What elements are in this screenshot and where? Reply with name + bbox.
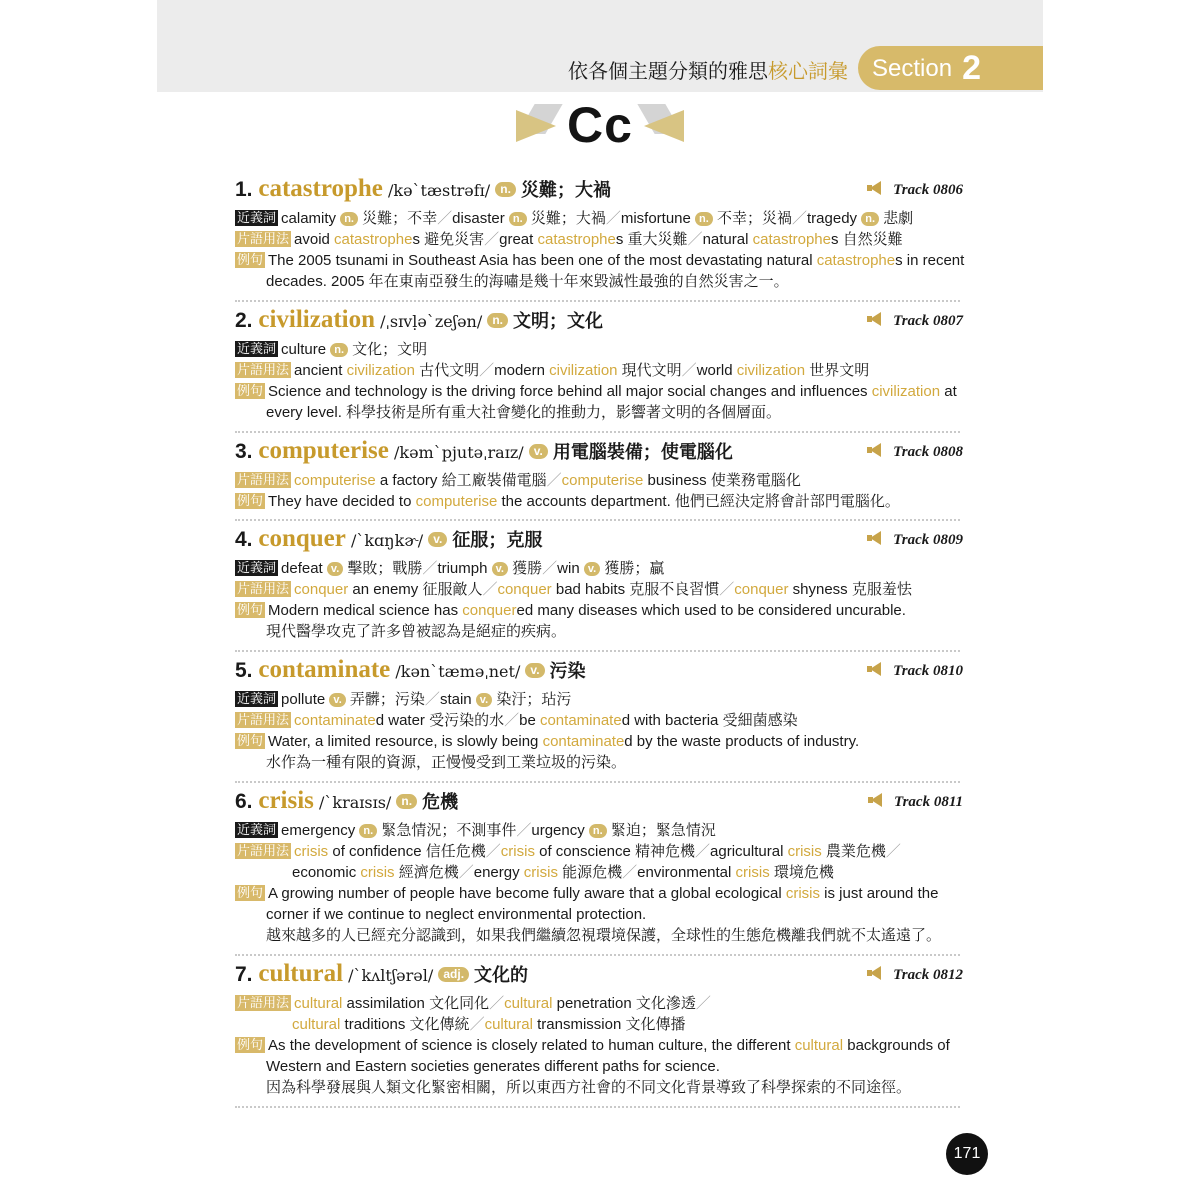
phrase-text: economic <box>292 864 361 881</box>
example-keyword: conquer <box>462 602 517 619</box>
vocab-entry <box>235 437 965 512</box>
synonym-word: calamity <box>281 210 341 227</box>
collocation-row <box>235 710 965 731</box>
example-row <box>235 731 965 752</box>
phrase-text: 環境危機 <box>769 864 834 881</box>
meaning: 文明；文化 <box>508 311 604 331</box>
phonetic: /ˌsɪvḷəˋzeʃən/ <box>375 312 488 331</box>
synonym-tag: 近義詞 <box>237 691 277 706</box>
audio-track <box>867 311 963 332</box>
separator-slash: ／ <box>424 691 440 708</box>
example-text: A growing number of people have become fully aware that a global ecological <box>268 885 786 902</box>
synonym-pos: n. <box>330 343 348 357</box>
example-text: backgrounds of <box>843 1037 950 1054</box>
track-label: Track 0812 <box>893 967 963 983</box>
phrase-text: d water 受污染的水 <box>375 712 505 729</box>
phrase-text: environmental <box>637 864 736 881</box>
separator-slash: ／ <box>437 210 453 227</box>
entry-headword-row <box>235 525 965 558</box>
vocab-entry <box>235 656 965 773</box>
synonym-word: win <box>557 560 584 577</box>
synonym-row <box>235 208 965 229</box>
phrase-keyword: civilization <box>736 362 806 379</box>
phrase-keyword: catastrophe <box>752 231 831 248</box>
collocation-row <box>235 841 965 862</box>
meaning: 文化的 <box>469 965 529 985</box>
vocab-entry <box>235 525 965 642</box>
phrase-text: business 使業務電腦化 <box>643 472 801 489</box>
synonym-pos: v. <box>327 562 343 576</box>
entry-number: 6. <box>235 790 259 813</box>
collocation-row-continued <box>235 1014 965 1035</box>
phrase-text: s 自然災難 <box>831 231 903 248</box>
phrase-keyword: cultural <box>294 995 343 1012</box>
phrase-text: be <box>519 712 540 729</box>
entry-number: 7. <box>235 963 259 986</box>
phrase-text: 經濟危機 <box>394 864 459 881</box>
example-continued: every level. 科學技術是所有重大社會變化的推動力，影響著文明的各個層面。 <box>266 404 782 421</box>
separator-slash: ／ <box>485 843 501 860</box>
entry-headword-row <box>235 787 965 820</box>
phrase-keyword: civilization <box>346 362 415 379</box>
example-text: at <box>940 383 957 400</box>
collocation-row <box>235 360 965 381</box>
meaning: 危機 <box>417 792 459 812</box>
track-label: Track 0806 <box>893 182 963 198</box>
synonym-word: pollute <box>281 691 330 708</box>
collocation-tag: 片語用法 <box>237 472 290 487</box>
synonym-word: defeat <box>281 560 327 577</box>
collocation-tag: 片語用法 <box>237 362 290 377</box>
dotted-divider <box>235 300 960 302</box>
meaning: 災難；大禍 <box>515 180 611 200</box>
example-row <box>235 491 965 512</box>
synonym-word: emergency <box>281 822 360 839</box>
separator-slash: ／ <box>489 995 505 1012</box>
synonym-word: tragedy <box>807 210 862 227</box>
phrase-text: energy <box>473 864 524 881</box>
phrase-text: assimilation 文化同化 <box>342 995 490 1012</box>
synonym-meaning: 災難；不幸 <box>357 210 438 227</box>
part-of-speech: n. <box>487 313 508 328</box>
phrase-text: ancient <box>294 362 347 379</box>
synonym-row <box>235 339 965 360</box>
example-translation: 因為科學發展與人類文化緊密相關，所以東西方社會的不同文化背景導致了科學探索的不同途徑。 <box>266 1079 912 1096</box>
collocation-tag: 片語用法 <box>237 231 290 246</box>
phonetic: /kəmˋpjutəˌraɪz/ <box>388 443 529 462</box>
phonetic: /ˋkɑŋkɚ/ <box>345 531 429 550</box>
vocab-entry <box>235 175 965 292</box>
meaning: 污染 <box>544 661 586 681</box>
collocation-row-continued <box>235 862 965 883</box>
speaker-icon <box>867 443 881 457</box>
example-tag: 例句 <box>237 493 264 508</box>
headword: contaminate <box>258 656 391 683</box>
example-keyword: contaminate <box>542 733 625 750</box>
section-number: 2 <box>962 49 981 87</box>
synonym-word: stain <box>439 691 476 708</box>
phrase-text: traditions 文化傳統 <box>340 1016 470 1033</box>
dotted-divider <box>235 431 960 433</box>
example-continued: decades. 2005 年在東南亞發生的海嘯是幾十年來毀滅性最強的自然災害之一。 <box>266 273 789 290</box>
synonym-meaning: 染汙；玷污 <box>492 691 572 708</box>
phrase-keyword: computerise <box>561 472 644 489</box>
phonetic: /kənˋtæməˌnet/ <box>390 662 526 681</box>
headword: civilization <box>258 306 376 333</box>
headword: computerise <box>258 437 389 464</box>
separator-slash: ／ <box>605 210 621 227</box>
example-text: d by the waste products of industry. <box>624 733 860 750</box>
phrase-keyword: contaminate <box>539 712 622 729</box>
separator-slash: ／ <box>516 822 532 839</box>
separator-slash: ／ <box>542 560 558 577</box>
phrase-text: transmission 文化傳播 <box>532 1016 686 1033</box>
separator-slash: ／ <box>469 1016 485 1033</box>
entry-number: 2. <box>235 309 259 332</box>
phrase-text: an enemy 征服敵人 <box>348 581 483 598</box>
track-label: Track 0808 <box>893 444 963 460</box>
synonym-pos: n. <box>695 212 713 226</box>
example-keyword: catastrophe <box>816 252 896 269</box>
phrase-text: a factory 給工廠裝備電腦 <box>375 472 547 489</box>
headword: catastrophe <box>258 175 383 202</box>
vocab-entry <box>235 787 965 946</box>
collocation-row <box>235 229 965 250</box>
synonym-word: culture <box>281 341 331 358</box>
phrase-text: natural <box>702 231 753 248</box>
phrase-text: d with bacteria 受細菌感染 <box>621 712 798 729</box>
headword: crisis <box>258 787 314 814</box>
running-header <box>568 58 848 86</box>
entry-number: 3. <box>235 440 259 463</box>
example-continued: 現代醫學攻克了許多曾被認為是絕症的疾病。 <box>266 623 567 640</box>
example-text: Science and technology is the driving force behind all major social changes and influences <box>268 383 872 400</box>
collocation-tag: 片語用法 <box>237 843 290 858</box>
track-label: Track 0811 <box>893 794 963 810</box>
synonym-meaning: 獲勝 <box>507 560 543 577</box>
separator-slash: ／ <box>422 560 438 577</box>
audio-track <box>868 792 963 813</box>
example-tag: 例句 <box>237 252 264 267</box>
running-header-main: 依各個主題分類的雅思 <box>568 61 768 83</box>
synonym-pos: n. <box>589 824 607 838</box>
example-tag: 例句 <box>237 885 264 900</box>
separator-slash: ／ <box>792 210 808 227</box>
example-tag: 例句 <box>237 602 264 617</box>
entry-headword-row <box>235 306 965 339</box>
dotted-divider <box>235 650 960 652</box>
paper-plane-right-wing-icon <box>644 110 684 142</box>
example-keyword: cultural <box>794 1037 844 1054</box>
speaker-icon <box>867 531 881 545</box>
example-text: As the development of science is closely related to human culture, the different <box>268 1037 795 1054</box>
phrase-text: 能源危機 <box>557 864 623 881</box>
phrase-text: of confidence 信任危機 <box>328 843 486 860</box>
paper-plane-left-wing-icon <box>516 110 556 142</box>
phrase-keyword: contaminate <box>294 712 376 729</box>
separator-slash: ／ <box>695 843 711 860</box>
synonym-row <box>235 820 965 841</box>
entry-headword-row <box>235 437 965 470</box>
separator-slash: ／ <box>695 995 711 1012</box>
collocation-row <box>235 993 965 1014</box>
synonym-meaning: 緊迫；緊急情況 <box>606 822 716 839</box>
separator-slash: ／ <box>504 712 520 729</box>
synonym-row <box>235 689 965 710</box>
synonym-meaning: 悲劇 <box>879 210 914 227</box>
synonym-pos: n. <box>340 212 358 226</box>
example-text: the accounts department. 他們已經決定將會計部門電腦化。 <box>497 493 900 510</box>
synonym-meaning: 弄髒；污染 <box>345 691 425 708</box>
phrase-keyword: crisis <box>735 864 770 881</box>
synonym-meaning: 文化；文明 <box>348 341 428 358</box>
phrase-text: agricultural <box>710 843 788 860</box>
phrase-keyword: catastrophe <box>537 231 616 248</box>
synonym-pos: v. <box>584 562 600 576</box>
speaker-icon <box>867 662 881 676</box>
example-text: Water, a limited resource, is slowly being <box>268 733 543 750</box>
separator-slash: ／ <box>484 231 500 248</box>
example-text: They have decided to <box>268 493 416 510</box>
example-row <box>235 1035 965 1056</box>
meaning: 征服；克服 <box>447 530 543 550</box>
example-continued: corner if we continue to neglect environmental protection. <box>266 906 647 923</box>
phrase-text: penetration 文化滲透 <box>552 995 696 1012</box>
separator-slash: ／ <box>885 843 901 860</box>
phonetic: /kəˋtæstrəfɪ/ <box>382 181 496 200</box>
phrase-text: 古代文明 <box>414 362 480 379</box>
synonym-word: misfortune <box>620 210 696 227</box>
separator-slash: ／ <box>546 472 562 489</box>
synonym-meaning: 獲勝；贏 <box>600 560 665 577</box>
synonym-pos: v. <box>492 562 508 576</box>
phrase-keyword: crisis <box>294 843 329 860</box>
synonym-pos: v. <box>476 693 492 707</box>
synonym-meaning: 災難；大禍 <box>526 210 606 227</box>
separator-slash: ／ <box>622 864 638 881</box>
synonym-tag: 近義詞 <box>237 341 277 356</box>
vocab-entry <box>235 960 965 1098</box>
phrase-text: bad habits 克服不良習慣 <box>551 581 720 598</box>
synonym-tag: 近義詞 <box>237 210 277 225</box>
example-tag: 例句 <box>237 383 264 398</box>
example-text: is just around the <box>820 885 939 902</box>
collocation-row <box>235 470 965 491</box>
phrase-text: 世界文明 <box>805 362 870 379</box>
synonym-pos: n. <box>861 212 879 226</box>
phrase-text: world <box>696 362 737 379</box>
entry-headword-row <box>235 960 965 993</box>
synonym-meaning: 不幸；災禍 <box>712 210 792 227</box>
phrase-keyword: catastrophe <box>334 231 413 248</box>
entry-headword-row <box>235 656 965 689</box>
phrase-keyword: computerise <box>294 472 376 489</box>
phrase-text: s 避免災害 <box>412 231 485 248</box>
phrase-keyword: conquer <box>734 581 789 598</box>
example-text: s in recent <box>895 252 965 269</box>
part-of-speech: v. <box>428 532 447 547</box>
separator-slash: ／ <box>687 231 703 248</box>
entry-headword-row <box>235 175 965 208</box>
speaker-icon <box>867 181 881 195</box>
example-row <box>235 381 965 402</box>
headword: conquer <box>258 525 346 552</box>
example-keyword: crisis <box>785 885 821 902</box>
phrase-keyword: cultural <box>484 1016 533 1033</box>
audio-track <box>867 965 963 986</box>
example-text: The 2005 tsunami in Southeast Asia has been one of the most devastating natural <box>268 252 817 269</box>
synonym-pos: n. <box>509 212 527 226</box>
section-tab <box>858 46 1043 90</box>
separator-slash: ／ <box>681 362 697 379</box>
separator-slash: ／ <box>479 362 495 379</box>
phrase-keyword: conquer <box>294 581 349 598</box>
track-label: Track 0810 <box>893 663 963 679</box>
synonym-word: disaster <box>452 210 509 227</box>
synonym-word: triumph <box>437 560 492 577</box>
synonym-pos: v. <box>329 693 345 707</box>
example-tag: 例句 <box>237 1037 264 1052</box>
entry-number: 5. <box>235 659 259 682</box>
audio-track <box>867 180 963 201</box>
example-row <box>235 883 965 904</box>
collocation-tag: 片語用法 <box>237 581 290 596</box>
part-of-speech: n. <box>396 794 417 809</box>
phrase-text: 農業危機 <box>821 843 886 860</box>
part-of-speech: adj. <box>438 967 469 982</box>
entry-number: 1. <box>235 178 259 201</box>
synonym-meaning: 緊急情況；不測事件 <box>377 822 517 839</box>
separator-slash: ／ <box>458 864 474 881</box>
audio-track <box>867 661 963 682</box>
synonym-pos: n. <box>359 824 377 838</box>
example-text: Modern medical science has <box>268 602 463 619</box>
dotted-divider <box>235 954 960 956</box>
phrase-text: shyness 克服羞怯 <box>788 581 912 598</box>
letter-heading-text: Cc <box>567 97 633 153</box>
example-tag: 例句 <box>237 733 264 748</box>
synonym-tag: 近義詞 <box>237 822 277 837</box>
example-keyword: civilization <box>871 383 941 400</box>
speaker-icon <box>867 966 881 980</box>
track-label: Track 0807 <box>893 313 963 329</box>
headword: cultural <box>258 960 344 987</box>
speaker-icon <box>868 793 882 807</box>
phrase-text: 現代文明 <box>617 362 682 379</box>
section-label: Section <box>872 55 953 82</box>
example-text: ed many diseases which used to be considered uncurable. <box>516 602 906 619</box>
separator-slash: ／ <box>719 581 735 598</box>
speaker-icon <box>867 312 881 326</box>
audio-track <box>867 442 963 463</box>
separator-slash: ／ <box>482 581 498 598</box>
letter-heading <box>512 97 688 153</box>
page-number: 171 <box>946 1133 988 1175</box>
part-of-speech: v. <box>529 444 548 459</box>
phrase-text: s 重大災難 <box>615 231 688 248</box>
track-label: Track 0809 <box>893 532 963 548</box>
phrase-keyword: crisis <box>500 843 535 860</box>
vocab-entry <box>235 306 965 423</box>
synonym-tag: 近義詞 <box>237 560 277 575</box>
synonym-meaning: 擊敗；戰勝 <box>343 560 423 577</box>
collocation-tag: 片語用法 <box>237 712 290 727</box>
phrase-text: modern <box>494 362 550 379</box>
example-translation: 越來越多的人已經充分認識到，如果我們繼續忽視環境保護，全球性的生態危機離我們就不太遙遠了。 <box>266 927 942 944</box>
part-of-speech: v. <box>525 663 544 678</box>
example-continued: Western and Eastern societies generates different paths for science. <box>266 1058 720 1075</box>
phrase-keyword: crisis <box>360 864 395 881</box>
phrase-text: of conscience 精神危機 <box>534 843 696 860</box>
dotted-divider <box>235 519 960 521</box>
collocation-row <box>235 579 965 600</box>
part-of-speech: n. <box>495 182 516 197</box>
example-keyword: computerise <box>415 493 498 510</box>
phrase-text: avoid <box>294 231 335 248</box>
example-row <box>235 250 965 271</box>
synonym-row <box>235 558 965 579</box>
synonym-word: urgency <box>531 822 589 839</box>
phrase-keyword: civilization <box>549 362 618 379</box>
phrase-keyword: crisis <box>523 864 558 881</box>
running-header-highlight: 核心詞彙 <box>768 61 848 83</box>
phrase-text: great <box>499 231 538 248</box>
phrase-keyword: cultural <box>504 995 553 1012</box>
phrase-keyword: conquer <box>497 581 552 598</box>
phonetic: /ˋkʌltʃərəl/ <box>343 966 439 985</box>
phrase-keyword: crisis <box>787 843 822 860</box>
dotted-divider <box>235 1106 960 1108</box>
meaning: 用電腦裝備；使電腦化 <box>547 442 733 462</box>
example-row <box>235 600 965 621</box>
dotted-divider <box>235 781 960 783</box>
phonetic: /ˋkraɪsɪs/ <box>313 793 397 812</box>
example-continued: 水作為一種有限的資源，正慢慢受到工業垃圾的污染。 <box>266 754 627 771</box>
audio-track <box>867 530 963 551</box>
entry-number: 4. <box>235 528 259 551</box>
collocation-tag: 片語用法 <box>237 995 290 1010</box>
phrase-keyword: cultural <box>292 1016 341 1033</box>
